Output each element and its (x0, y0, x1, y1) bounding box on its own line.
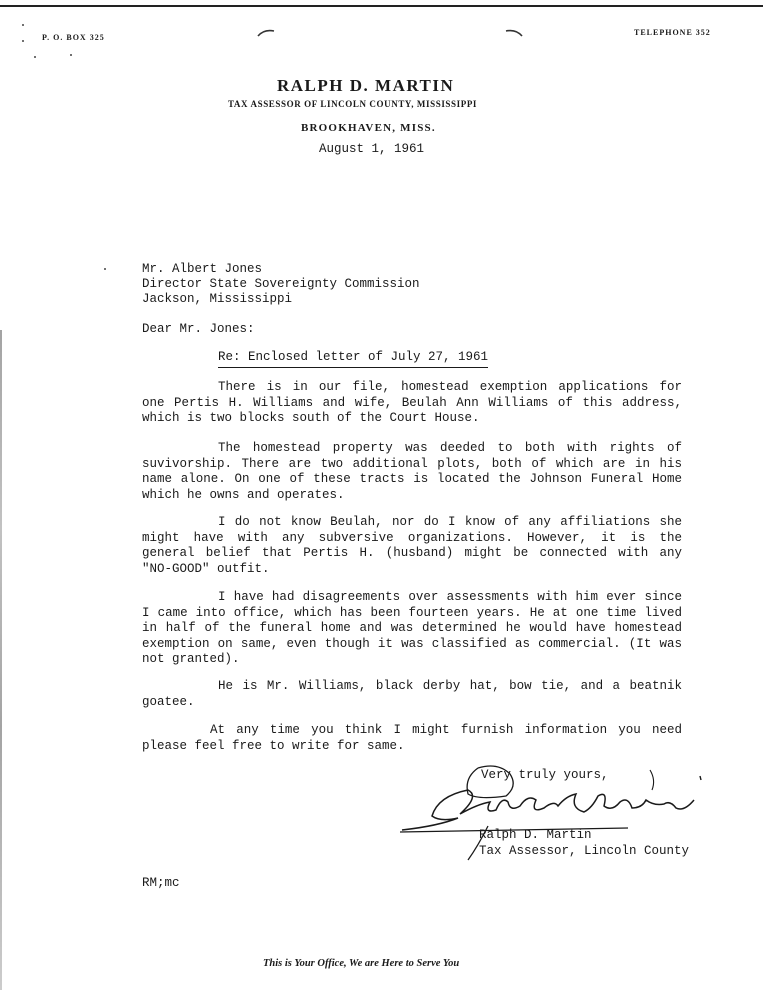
corner-mark-icon (504, 28, 524, 38)
body-paragraph: He is Mr. Williams, black derby hat, bow tie, and a beatnik goatee. (142, 679, 682, 709)
corner-mark-icon (256, 28, 276, 38)
po-box: P. O. BOX 325 (42, 33, 105, 42)
letterhead-city: BROOKHAVEN, MISS. (301, 122, 436, 134)
salutation: Dear Mr. Jones: (142, 322, 255, 336)
letterhead-footer: This is Your Office, We are Here to Serve You (263, 958, 460, 969)
scan-speck (104, 268, 106, 270)
telephone: TELEPHONE 352 (634, 28, 711, 37)
signer-name: Ralph D. Martin (479, 828, 592, 842)
subject-line: Re: Enclosed letter of July 27, 1961 (218, 350, 488, 368)
body-paragraph: At any time you think I might furnish information you need please feel free to write for same. (142, 723, 682, 753)
body-paragraph: There is in our file, homestead exemption applications for one Pertis H. Williams and wife, Beulah Ann Williams of this address, which is two blocks south of the Court House. (142, 380, 682, 425)
body-paragraph: I do not know Beulah, nor do I know of any affiliations she might have with any subversive organizations. However, it is the general belief that Pertis H. (husband) might be connected with any "NO-GOOD" outfit. (142, 515, 682, 576)
letter-date: August 1, 1961 (319, 142, 425, 156)
top-border-line (0, 0, 763, 7)
letterhead-title: TAX ASSESSOR OF LINCOLN COUNTY, MISSISSIPPI (228, 99, 478, 109)
scan-speck (22, 24, 24, 26)
body-paragraph: The homestead property was deeded to both with rights of suvivorship. There are two additional plots, both of which are in his name alone. On one of these tracts is located the Johnson Funeral Home which he owns and operates. (142, 441, 682, 502)
scan-speck (34, 56, 36, 58)
typist-initials: RM;mc (142, 876, 180, 890)
recipient-name: Mr. Albert Jones (142, 262, 263, 276)
recipient-location: Jackson, Mississippi (142, 292, 293, 306)
letterhead-name: RALPH D. MARTIN (277, 76, 455, 95)
body-paragraph: I have had disagreements over assessments with him ever since I came into office, which has been fourteen years. He at one time lived in half of the funeral home and was determined he would have homestead exemption on same, even though it was classified as commercial. (It was not granted). (142, 590, 682, 666)
scan-speck (70, 54, 72, 56)
scan-speck (22, 40, 24, 42)
signer-title: Tax Assessor, Lincoln County (479, 844, 690, 858)
closing: Very truly yours, (481, 768, 609, 782)
recipient-position: Director State Sovereignty Commission (142, 277, 420, 291)
page-edge-shadow (0, 330, 2, 990)
